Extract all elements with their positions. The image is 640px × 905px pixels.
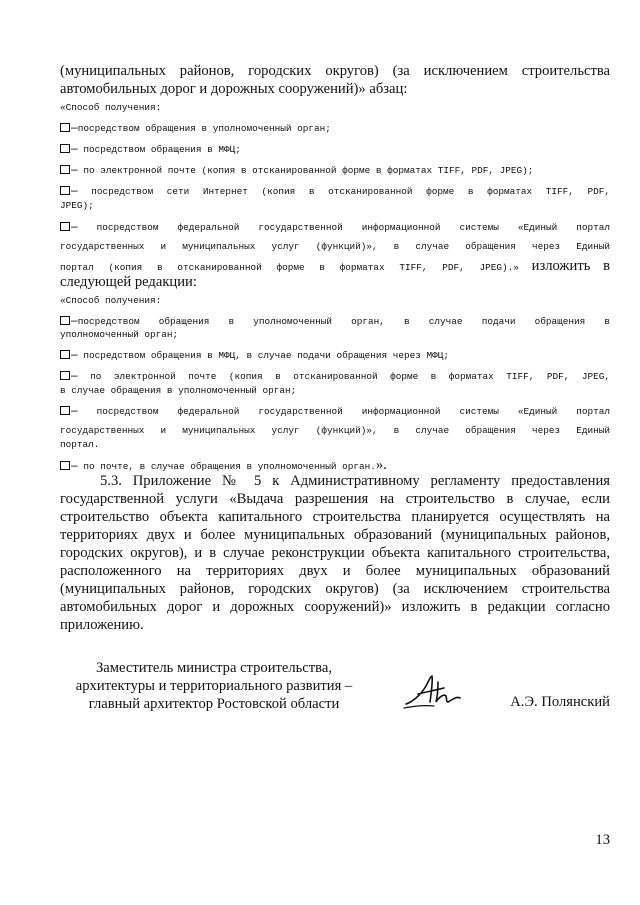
page-number: 13 (595, 832, 610, 848)
dash-icon: – (71, 347, 78, 361)
old-item-1-text: посредством обращения в уполномоченный орган; (77, 123, 331, 134)
old-item-5-line-3-serif: изложить в (518, 258, 611, 274)
new-item-5-end: ». (375, 457, 387, 473)
signature-name: А.Э. Полянский (510, 694, 610, 710)
section-5-3: 5.3. Приложение № 5 к Административному регламенту предоставления государственной услуги «Выдача разрешения на строительство в случае, если строительство объекта капитального строительства планируется осуществлять на территориях двух и более муниципальных образований (муниципальных районов, городских округов), и в случае реконструкции объекта капитального строительства, расположенного на территориях двух и более муниципальных образований (муниципальных районов, городских округов) (за исключением строительства автомобильных дорог и дорожных сооружений)» изложить в редакции согласно приложению. (60, 473, 610, 633)
dash-icon: – (71, 219, 78, 233)
old-item-4-cont: JPEG); (60, 200, 94, 211)
new-item-3-line-1 (60, 369, 610, 383)
dash-icon: – (71, 120, 78, 134)
old-heading: «Способ получения: (60, 102, 162, 113)
checkbox-icon (60, 165, 70, 174)
new-item-5-text: по почте, в случае обращения в уполномоченный орган. (77, 461, 376, 472)
checkbox-icon (60, 222, 70, 231)
old-item-1 (60, 121, 610, 135)
signature-title-line-2: архитектуры и территориального развития – (75, 678, 353, 694)
dash-icon: – (71, 183, 78, 197)
checkbox-icon (60, 316, 70, 325)
checkbox-icon (60, 371, 70, 380)
old-item-5-line-3-mono: портал (копия в отсканированной форме в форматах TIFF, PDF, JPEG).» (60, 262, 519, 273)
checkbox-icon (60, 186, 70, 195)
new-item-1-line-1 (60, 314, 610, 328)
top-text-line-1: (муниципальных районов, городских округов) (за исключением строительства (60, 63, 610, 79)
dash-icon: – (71, 368, 78, 382)
old-item-4-text: посредством сети Интернет (копия в отсканированной форме в форматах TIFF, PDF, (77, 186, 610, 197)
new-item-4-line-2: государственных и муниципальных услуг (функций)», в случае обращения через Единый (60, 425, 610, 436)
checkbox-icon (60, 144, 70, 153)
new-item-1-text: посредством обращения в уполномоченный орган, в случае подачи обращения в (77, 316, 610, 327)
old-item-2 (60, 142, 610, 156)
new-item-2-text: посредством обращения в МФЦ, в случае подачи обращения через МФЦ; (77, 350, 449, 361)
old-item-2-text: посредством обращения в МФЦ; (77, 144, 241, 155)
new-intro: следующей редакции: (60, 274, 197, 290)
signature-title-line-3: главный архитектор Ростовской области (88, 696, 340, 712)
new-heading: «Способ получения: (60, 295, 162, 306)
checkbox-icon (60, 350, 70, 359)
old-item-5-line-1 (60, 220, 610, 234)
old-item-5-line-2: государственных и муниципальных услуг (функций)», в случае обращения через Единый (60, 241, 610, 252)
dash-icon: – (71, 313, 78, 327)
old-item-4 (60, 184, 610, 198)
signature-title-line-1: Заместитель министра строительства, (95, 660, 332, 676)
dash-icon: – (71, 141, 78, 155)
dash-icon: – (71, 458, 78, 472)
new-item-4-line-1 (60, 404, 610, 418)
top-text-line-2: автомобильных дорог и дорожных сооружений)» абзац: (60, 81, 408, 97)
new-item-4-line-3: портал. (60, 439, 100, 450)
new-item-3-line-2: в случае обращения в уполномоченный орган; (60, 385, 297, 396)
new-item-1-line-2: уполномоченный орган; (60, 329, 179, 340)
checkbox-icon (60, 406, 70, 415)
new-item-4-text: посредством федеральной государственной информационной системы «Единый портал (77, 406, 610, 417)
new-item-3-text: по электронной почте (копия в отсканированной форме в форматах TIFF, PDF, JPEG, (77, 371, 610, 382)
old-item-3 (60, 163, 610, 177)
old-item-3-text: по электронной почте (копия в отсканированной форме в форматах TIFF, PDF, JPEG); (77, 165, 534, 176)
checkbox-icon (60, 461, 70, 470)
checkbox-icon (60, 123, 70, 132)
handwritten-signature (400, 668, 480, 718)
dash-icon: – (71, 162, 78, 176)
dash-icon: – (71, 403, 78, 417)
new-item-2 (60, 348, 610, 362)
old-item-5-text: посредством федеральной государственной информационной системы «Единый портал (77, 222, 610, 233)
